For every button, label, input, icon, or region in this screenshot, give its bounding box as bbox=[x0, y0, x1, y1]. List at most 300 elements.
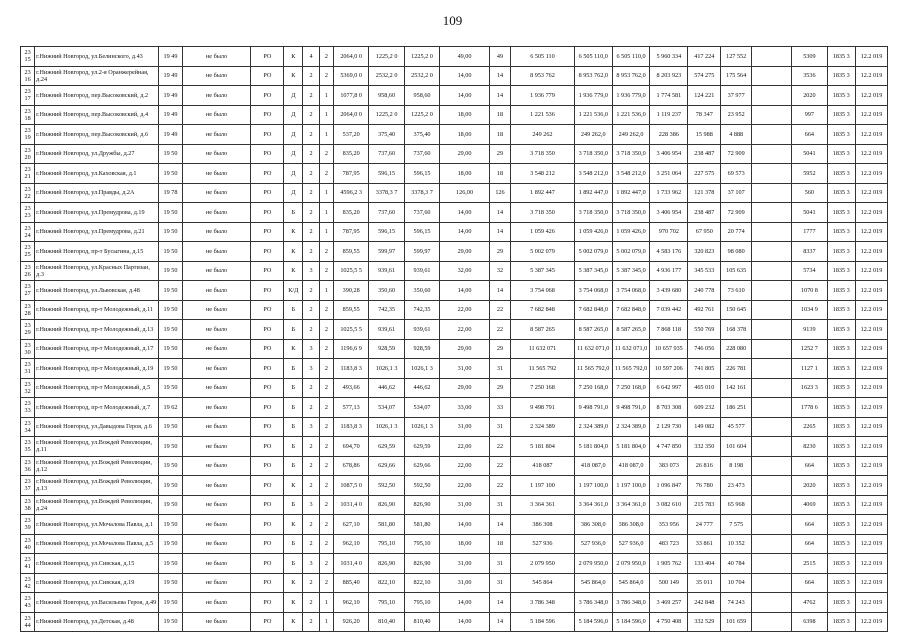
row-number-part: 23 bbox=[24, 478, 31, 486]
wall-material-cell: К bbox=[284, 476, 303, 496]
cost-total-cell: 3 786 348,0 bbox=[574, 593, 612, 613]
wall-material-cell: К bbox=[284, 261, 303, 281]
cost-federal-cell: 3 251 064 bbox=[650, 164, 688, 184]
entrances-cell: 2 bbox=[319, 300, 333, 320]
cost-local-cell: 10 352 bbox=[721, 534, 752, 554]
residents-count-cell: 14,00 bbox=[440, 281, 490, 301]
limit-cost-cell: 1835 3 bbox=[827, 612, 855, 632]
cost-local-cell: 98 080 bbox=[721, 242, 752, 262]
row-number-cell bbox=[21, 281, 35, 301]
cost-fund-cell: 8 953 762,0 bbox=[612, 66, 650, 86]
row-number-part: 23 bbox=[24, 263, 31, 271]
row-number-cell bbox=[21, 125, 35, 145]
table-row bbox=[21, 437, 888, 457]
cost-local-cell: 40 784 bbox=[721, 554, 752, 574]
residents-count-cell: 14,00 bbox=[440, 612, 490, 632]
deadline-cell: 12.2 019 bbox=[855, 281, 887, 301]
cost-total-cell: 5 387 345,0 bbox=[574, 261, 612, 281]
year-built-cell: 19 50 bbox=[159, 339, 183, 359]
cost-federal-cell: 6 642 997 bbox=[650, 378, 688, 398]
unit-cost-cell: 2515 bbox=[792, 554, 827, 574]
entrances-cell: 2 bbox=[319, 534, 333, 554]
deadline-cell: 12.2 019 bbox=[855, 242, 887, 262]
register-table bbox=[20, 46, 888, 632]
entrances-cell: 1 bbox=[319, 612, 333, 632]
residents-count-cell: 18,00 bbox=[440, 105, 490, 125]
residents-count2-cell: 14 bbox=[489, 515, 510, 535]
residents-count2-cell: 29 bbox=[489, 144, 510, 164]
unit-cost-cell: 5734 bbox=[792, 261, 827, 281]
unit-cost-cell: 5041 bbox=[792, 144, 827, 164]
table-row bbox=[21, 320, 888, 340]
row-number-part: 23 bbox=[24, 517, 31, 525]
wall-material-cell: Б bbox=[284, 456, 303, 476]
accident-status-cell: не было bbox=[182, 495, 251, 515]
living-area-cell: 629,59 bbox=[369, 437, 404, 457]
address-cell: г.Нижний Новгород, пр-т Молодежный, д.5 bbox=[35, 378, 159, 398]
row-number-cell bbox=[21, 398, 35, 418]
row-number-part: 23 bbox=[24, 400, 31, 408]
deadline-cell: 12.2 019 bbox=[855, 359, 887, 379]
deadline-cell: 12.2 019 bbox=[855, 398, 887, 418]
address-cell: г.Нижний Новгород, ул.Белинского, д.43 bbox=[35, 47, 159, 67]
row-number-cell bbox=[21, 86, 35, 106]
cost-regional-cell: 67 950 bbox=[688, 222, 721, 242]
residents-count2-cell: 18 bbox=[489, 534, 510, 554]
row-number-cell bbox=[21, 164, 35, 184]
entrances-cell: 2 bbox=[319, 573, 333, 593]
row-number-part: 23 bbox=[24, 302, 31, 310]
repair-cost-cell: 7 250 168 bbox=[511, 378, 575, 398]
extra-cell bbox=[752, 281, 792, 301]
residents-count-cell: 14,00 bbox=[440, 203, 490, 223]
cost-fund-cell: 3 548 212,0 bbox=[612, 164, 650, 184]
row-number-part: 23 bbox=[24, 244, 31, 252]
residents-count2-cell: 14 bbox=[489, 281, 510, 301]
cost-regional-cell: 240 778 bbox=[688, 281, 721, 301]
entrances-cell: 2 bbox=[319, 359, 333, 379]
cost-regional-cell: 33 861 bbox=[688, 534, 721, 554]
cost-federal-cell: 5 960 334 bbox=[650, 47, 688, 67]
accident-status-cell: не было bbox=[182, 144, 251, 164]
total-area-cell: 537,20 bbox=[333, 125, 368, 145]
residential-area-cell: 596,15 bbox=[404, 222, 439, 242]
cost-regional-cell: 741 805 bbox=[688, 359, 721, 379]
residents-count2-cell: 14 bbox=[489, 593, 510, 613]
year-built-cell: 19 49 bbox=[159, 66, 183, 86]
cost-fund-cell: 1 221 536,0 bbox=[612, 105, 650, 125]
floors-cell: 2 bbox=[303, 320, 320, 340]
extra-cell bbox=[752, 105, 792, 125]
extra-cell bbox=[752, 417, 792, 437]
extra-cell bbox=[752, 339, 792, 359]
accident-status-cell: не было bbox=[182, 339, 251, 359]
cost-federal-cell: 2 129 730 bbox=[650, 417, 688, 437]
limit-cost-cell: 1835 3 bbox=[827, 339, 855, 359]
year-built-cell: 19 50 bbox=[159, 593, 183, 613]
residential-area-cell: 742,35 bbox=[404, 300, 439, 320]
cost-total-cell: 11 565 792,0 bbox=[574, 359, 612, 379]
accident-status-cell: не было bbox=[182, 612, 251, 632]
floors-cell: 2 bbox=[303, 86, 320, 106]
unit-cost-cell: 6398 bbox=[792, 612, 827, 632]
cost-regional-cell: 492 761 bbox=[688, 300, 721, 320]
residential-area-cell: 795,10 bbox=[404, 593, 439, 613]
accident-status-cell: не было bbox=[182, 261, 251, 281]
row-number-cell bbox=[21, 417, 35, 437]
living-area-cell: 375,40 bbox=[369, 125, 404, 145]
floors-cell: 2 bbox=[303, 534, 320, 554]
row-number-part: 23 bbox=[24, 322, 31, 330]
cost-federal-cell: 1 905 762 bbox=[650, 554, 688, 574]
address-cell: г.Нижний Новгород, ул.Мочалова Павла, д.1 bbox=[35, 515, 159, 535]
row-number-part: 23 bbox=[24, 107, 31, 115]
residents-count2-cell: 126 bbox=[489, 183, 510, 203]
cost-local-cell: 10 704 bbox=[721, 573, 752, 593]
repair-cost-cell: 418 087 bbox=[511, 456, 575, 476]
wall-material-cell: К/Д bbox=[284, 281, 303, 301]
deadline-cell: 12.2 019 bbox=[855, 573, 887, 593]
deadline-cell: 12.2 019 bbox=[855, 320, 887, 340]
residential-area-cell: 795,10 bbox=[404, 534, 439, 554]
residents-count2-cell: 14 bbox=[489, 222, 510, 242]
cost-total-cell: 545 864,0 bbox=[574, 573, 612, 593]
year-built-cell: 19 50 bbox=[159, 495, 183, 515]
floors-cell: 2 bbox=[303, 612, 320, 632]
cost-local-cell: 127 552 bbox=[721, 47, 752, 67]
living-area-cell: 939,61 bbox=[369, 320, 404, 340]
unit-cost-cell: 2020 bbox=[792, 86, 827, 106]
limit-cost-cell: 1835 3 bbox=[827, 593, 855, 613]
total-area-cell: 1183,8 3 bbox=[333, 359, 368, 379]
cost-regional-cell: 78 347 bbox=[688, 105, 721, 125]
cost-regional-cell: 345 533 bbox=[688, 261, 721, 281]
total-area-cell: 1196,6 9 bbox=[333, 339, 368, 359]
floors-cell: 2 bbox=[303, 164, 320, 184]
row-number-part: 25 bbox=[24, 251, 31, 259]
address-cell: г.Нижний Новгород, пер.Высоковский, д.2 bbox=[35, 86, 159, 106]
cost-federal-cell: 353 956 bbox=[650, 515, 688, 535]
management-method-cell: РО bbox=[251, 300, 284, 320]
repair-cost-cell: 3 718 350 bbox=[511, 203, 575, 223]
row-number-part: 31 bbox=[24, 368, 31, 376]
floors-cell: 3 bbox=[303, 554, 320, 574]
limit-cost-cell: 1835 3 bbox=[827, 222, 855, 242]
floors-cell: 4 bbox=[303, 47, 320, 67]
entrances-cell: 2 bbox=[319, 515, 333, 535]
residential-area-cell: 939,61 bbox=[404, 320, 439, 340]
address-cell: г.Нижний Новгород, ул.Сивская, д.15 bbox=[35, 554, 159, 574]
residential-area-cell: 534,07 bbox=[404, 398, 439, 418]
deadline-cell: 12.2 019 bbox=[855, 125, 887, 145]
residents-count-cell: 18,00 bbox=[440, 125, 490, 145]
living-area-cell: 596,15 bbox=[369, 164, 404, 184]
floors-cell: 2 bbox=[303, 476, 320, 496]
living-area-cell: 596,15 bbox=[369, 222, 404, 242]
table-row bbox=[21, 66, 888, 86]
accident-status-cell: не было bbox=[182, 398, 251, 418]
management-method-cell: РО bbox=[251, 359, 284, 379]
table-row bbox=[21, 144, 888, 164]
limit-cost-cell: 1835 3 bbox=[827, 144, 855, 164]
residents-count2-cell: 29 bbox=[489, 339, 510, 359]
row-number-part: 38 bbox=[24, 504, 31, 512]
unit-cost-cell: 8337 bbox=[792, 242, 827, 262]
address-cell: г.Нижний Новгород, пер.Высоковский, д.4 bbox=[35, 105, 159, 125]
accident-status-cell: не было bbox=[182, 456, 251, 476]
wall-material-cell: К bbox=[284, 242, 303, 262]
cost-federal-cell: 383 073 bbox=[650, 456, 688, 476]
row-number-cell bbox=[21, 476, 35, 496]
row-number-part: 23 bbox=[24, 341, 31, 349]
row-number-part: 23 bbox=[24, 614, 31, 622]
row-number-part: 23 bbox=[24, 127, 31, 135]
management-method-cell: РО bbox=[251, 320, 284, 340]
table-row bbox=[21, 222, 888, 242]
row-number-part: 43 bbox=[24, 602, 31, 610]
management-method-cell: РО bbox=[251, 261, 284, 281]
row-number-part: 23 bbox=[24, 595, 31, 603]
residential-area-cell: 2532,2 0 bbox=[404, 66, 439, 86]
limit-cost-cell: 1835 3 bbox=[827, 359, 855, 379]
wall-material-cell: К bbox=[284, 593, 303, 613]
floors-cell: 2 bbox=[303, 300, 320, 320]
cost-fund-cell: 5 387 345,0 bbox=[612, 261, 650, 281]
extra-cell bbox=[752, 300, 792, 320]
year-built-cell: 19 50 bbox=[159, 476, 183, 496]
management-method-cell: РО bbox=[251, 144, 284, 164]
living-area-cell: 350,60 bbox=[369, 281, 404, 301]
row-number-part: 23 bbox=[24, 536, 31, 544]
residential-area-cell: 629,59 bbox=[404, 437, 439, 457]
extra-cell bbox=[752, 359, 792, 379]
entrances-cell: 1 bbox=[319, 86, 333, 106]
deadline-cell: 12.2 019 bbox=[855, 437, 887, 457]
limit-cost-cell: 1835 3 bbox=[827, 281, 855, 301]
wall-material-cell: Д bbox=[284, 105, 303, 125]
total-area-cell: 694,70 bbox=[333, 437, 368, 457]
wall-material-cell: Б bbox=[284, 398, 303, 418]
cost-federal-cell: 1 733 962 bbox=[650, 183, 688, 203]
residential-area-cell: 822,10 bbox=[404, 573, 439, 593]
cost-local-cell: 228 080 bbox=[721, 339, 752, 359]
row-number-part: 30 bbox=[24, 348, 31, 356]
row-number-part: 29 bbox=[24, 329, 31, 337]
floors-cell: 2 bbox=[303, 456, 320, 476]
total-area-cell: 1031,4 0 bbox=[333, 495, 368, 515]
entrances-cell: 1 bbox=[319, 281, 333, 301]
entrances-cell: 2 bbox=[319, 495, 333, 515]
cost-fund-cell: 527 936,0 bbox=[612, 534, 650, 554]
total-area-cell: 1025,5 5 bbox=[333, 320, 368, 340]
cost-regional-cell: 35 011 bbox=[688, 573, 721, 593]
year-built-cell: 19 50 bbox=[159, 261, 183, 281]
floors-cell: 2 bbox=[303, 125, 320, 145]
cost-federal-cell: 3 439 680 bbox=[650, 281, 688, 301]
address-cell: г.Нижний Новгород, ул.2-я Оранжерейная, д.24 bbox=[35, 66, 159, 86]
cost-fund-cell: 3 718 350,0 bbox=[612, 144, 650, 164]
floors-cell: 2 bbox=[303, 203, 320, 223]
row-number-cell bbox=[21, 320, 35, 340]
table-row bbox=[21, 593, 888, 613]
cost-regional-cell: 238 487 bbox=[688, 203, 721, 223]
floors-cell: 3 bbox=[303, 339, 320, 359]
living-area-cell: 1026,1 3 bbox=[369, 417, 404, 437]
year-built-cell: 19 49 bbox=[159, 47, 183, 67]
address-cell: г.Нижний Новгород, пр-т Бусыгина, д.15 bbox=[35, 242, 159, 262]
entrances-cell: 1 bbox=[319, 222, 333, 242]
cost-local-cell: 65 968 bbox=[721, 495, 752, 515]
table-row bbox=[21, 261, 888, 281]
residents-count2-cell: 22 bbox=[489, 437, 510, 457]
limit-cost-cell: 1835 3 bbox=[827, 437, 855, 457]
row-number-cell bbox=[21, 495, 35, 515]
cost-fund-cell: 1 059 426,0 bbox=[612, 222, 650, 242]
accident-status-cell: не было bbox=[182, 320, 251, 340]
cost-regional-cell: 320 823 bbox=[688, 242, 721, 262]
deadline-cell: 12.2 019 bbox=[855, 261, 887, 281]
living-area-cell: 928,59 bbox=[369, 339, 404, 359]
cost-total-cell: 11 632 071,0 bbox=[574, 339, 612, 359]
cost-federal-cell: 7 868 118 bbox=[650, 320, 688, 340]
extra-cell bbox=[752, 47, 792, 67]
residents-count-cell: 22,00 bbox=[440, 456, 490, 476]
unit-cost-cell: 5309 bbox=[792, 47, 827, 67]
living-area-cell: 826,90 bbox=[369, 554, 404, 574]
row-number-part: 23 bbox=[24, 185, 31, 193]
wall-material-cell: Д bbox=[284, 86, 303, 106]
unit-cost-cell: 1777 bbox=[792, 222, 827, 242]
cost-local-cell: 175 564 bbox=[721, 66, 752, 86]
deadline-cell: 12.2 019 bbox=[855, 593, 887, 613]
unit-cost-cell: 1127 1 bbox=[792, 359, 827, 379]
address-cell: г.Нижний Новгород, пр-т Молодежный, д.7 bbox=[35, 398, 159, 418]
row-number-part: 23 bbox=[24, 419, 31, 427]
repair-cost-cell: 5 002 079 bbox=[511, 242, 575, 262]
cost-fund-cell: 5 184 596,0 bbox=[612, 612, 650, 632]
row-number-part: 16 bbox=[24, 75, 31, 83]
cost-local-cell: 72 909 bbox=[721, 144, 752, 164]
entrances-cell: 2 bbox=[319, 164, 333, 184]
cost-local-cell: 74 243 bbox=[721, 593, 752, 613]
unit-cost-cell: 560 bbox=[792, 183, 827, 203]
management-method-cell: РО bbox=[251, 612, 284, 632]
year-built-cell: 19 50 bbox=[159, 573, 183, 593]
limit-cost-cell: 1835 3 bbox=[827, 573, 855, 593]
cost-fund-cell: 5 181 804,0 bbox=[612, 437, 650, 457]
residents-count2-cell: 31 bbox=[489, 495, 510, 515]
extra-cell bbox=[752, 554, 792, 574]
cost-local-cell: 142 161 bbox=[721, 378, 752, 398]
living-area-cell: 826,90 bbox=[369, 495, 404, 515]
cost-local-cell: 8 198 bbox=[721, 456, 752, 476]
residents-count2-cell: 22 bbox=[489, 320, 510, 340]
unit-cost-cell: 1034 9 bbox=[792, 300, 827, 320]
living-area-cell: 592,50 bbox=[369, 476, 404, 496]
wall-material-cell: Б bbox=[284, 300, 303, 320]
total-area-cell: 787,95 bbox=[333, 164, 368, 184]
unit-cost-cell: 5041 bbox=[792, 203, 827, 223]
accident-status-cell: не было bbox=[182, 125, 251, 145]
cost-fund-cell: 7 250 168,0 bbox=[612, 378, 650, 398]
wall-material-cell: К bbox=[284, 339, 303, 359]
residents-count2-cell: 31 bbox=[489, 573, 510, 593]
wall-material-cell: К bbox=[284, 47, 303, 67]
table-row bbox=[21, 47, 888, 67]
residents-count2-cell: 14 bbox=[489, 86, 510, 106]
cost-fund-cell: 249 262,0 bbox=[612, 125, 650, 145]
accident-status-cell: не было bbox=[182, 378, 251, 398]
address-cell: г.Нижний Новгород, ул.Вождей Революции, д.11 bbox=[35, 437, 159, 457]
year-built-cell: 19 78 bbox=[159, 183, 183, 203]
cost-total-cell: 5 184 596,0 bbox=[574, 612, 612, 632]
cost-federal-cell: 8 203 923 bbox=[650, 66, 688, 86]
row-number-part: 28 bbox=[24, 309, 31, 317]
cost-federal-cell: 4 747 850 bbox=[650, 437, 688, 457]
accident-status-cell: не было bbox=[182, 515, 251, 535]
floors-cell: 3 bbox=[303, 417, 320, 437]
residents-count2-cell: 33 bbox=[489, 398, 510, 418]
entrances-cell: 2 bbox=[319, 339, 333, 359]
cost-total-cell: 2 079 950,0 bbox=[574, 554, 612, 574]
deadline-cell: 12.2 019 bbox=[855, 612, 887, 632]
cost-federal-cell: 500 149 bbox=[650, 573, 688, 593]
residential-area-cell: 446,62 bbox=[404, 378, 439, 398]
floors-cell: 2 bbox=[303, 222, 320, 242]
cost-total-cell: 5 002 079,0 bbox=[574, 242, 612, 262]
residents-count-cell: 31,00 bbox=[440, 554, 490, 574]
residential-area-cell: 592,50 bbox=[404, 476, 439, 496]
unit-cost-cell: 997 bbox=[792, 105, 827, 125]
extra-cell bbox=[752, 437, 792, 457]
residents-count-cell: 31,00 bbox=[440, 359, 490, 379]
management-method-cell: РО bbox=[251, 203, 284, 223]
table-row bbox=[21, 164, 888, 184]
floors-cell: 2 bbox=[303, 105, 320, 125]
management-method-cell: РО bbox=[251, 593, 284, 613]
total-area-cell: 2064,0 0 bbox=[333, 47, 368, 67]
residents-count2-cell: 31 bbox=[489, 417, 510, 437]
year-built-cell: 19 50 bbox=[159, 359, 183, 379]
limit-cost-cell: 1835 3 bbox=[827, 66, 855, 86]
limit-cost-cell: 1835 3 bbox=[827, 47, 855, 67]
entrances-cell: 2 bbox=[319, 437, 333, 457]
address-cell: г.Нижний Новгород, ул.Каховская, д.1 bbox=[35, 164, 159, 184]
management-method-cell: РО bbox=[251, 398, 284, 418]
row-number-cell bbox=[21, 612, 35, 632]
wall-material-cell: К bbox=[284, 66, 303, 86]
living-area-cell: 1225,2 0 bbox=[369, 105, 404, 125]
residents-count-cell: 29,00 bbox=[440, 339, 490, 359]
cost-local-cell: 45 577 bbox=[721, 417, 752, 437]
row-number-part: 20 bbox=[24, 153, 31, 161]
cost-fund-cell: 386 308,0 bbox=[612, 515, 650, 535]
residential-area-cell: 826,90 bbox=[404, 554, 439, 574]
cost-local-cell: 7 575 bbox=[721, 515, 752, 535]
cost-local-cell: 72 909 bbox=[721, 203, 752, 223]
cost-regional-cell: 332 350 bbox=[688, 437, 721, 457]
deadline-cell: 12.2 019 bbox=[855, 515, 887, 535]
accident-status-cell: не было bbox=[182, 222, 251, 242]
row-number-cell bbox=[21, 534, 35, 554]
repair-cost-cell: 5 181 804 bbox=[511, 437, 575, 457]
address-cell: г.Нижний Новгород, ул.Премудрова, д.21 bbox=[35, 222, 159, 242]
cost-fund-cell: 5 002 079,0 bbox=[612, 242, 650, 262]
residential-area-cell: 1026,1 3 bbox=[404, 417, 439, 437]
row-number-part: 23 bbox=[24, 497, 31, 505]
row-number-cell bbox=[21, 437, 35, 457]
residents-count2-cell: 18 bbox=[489, 164, 510, 184]
